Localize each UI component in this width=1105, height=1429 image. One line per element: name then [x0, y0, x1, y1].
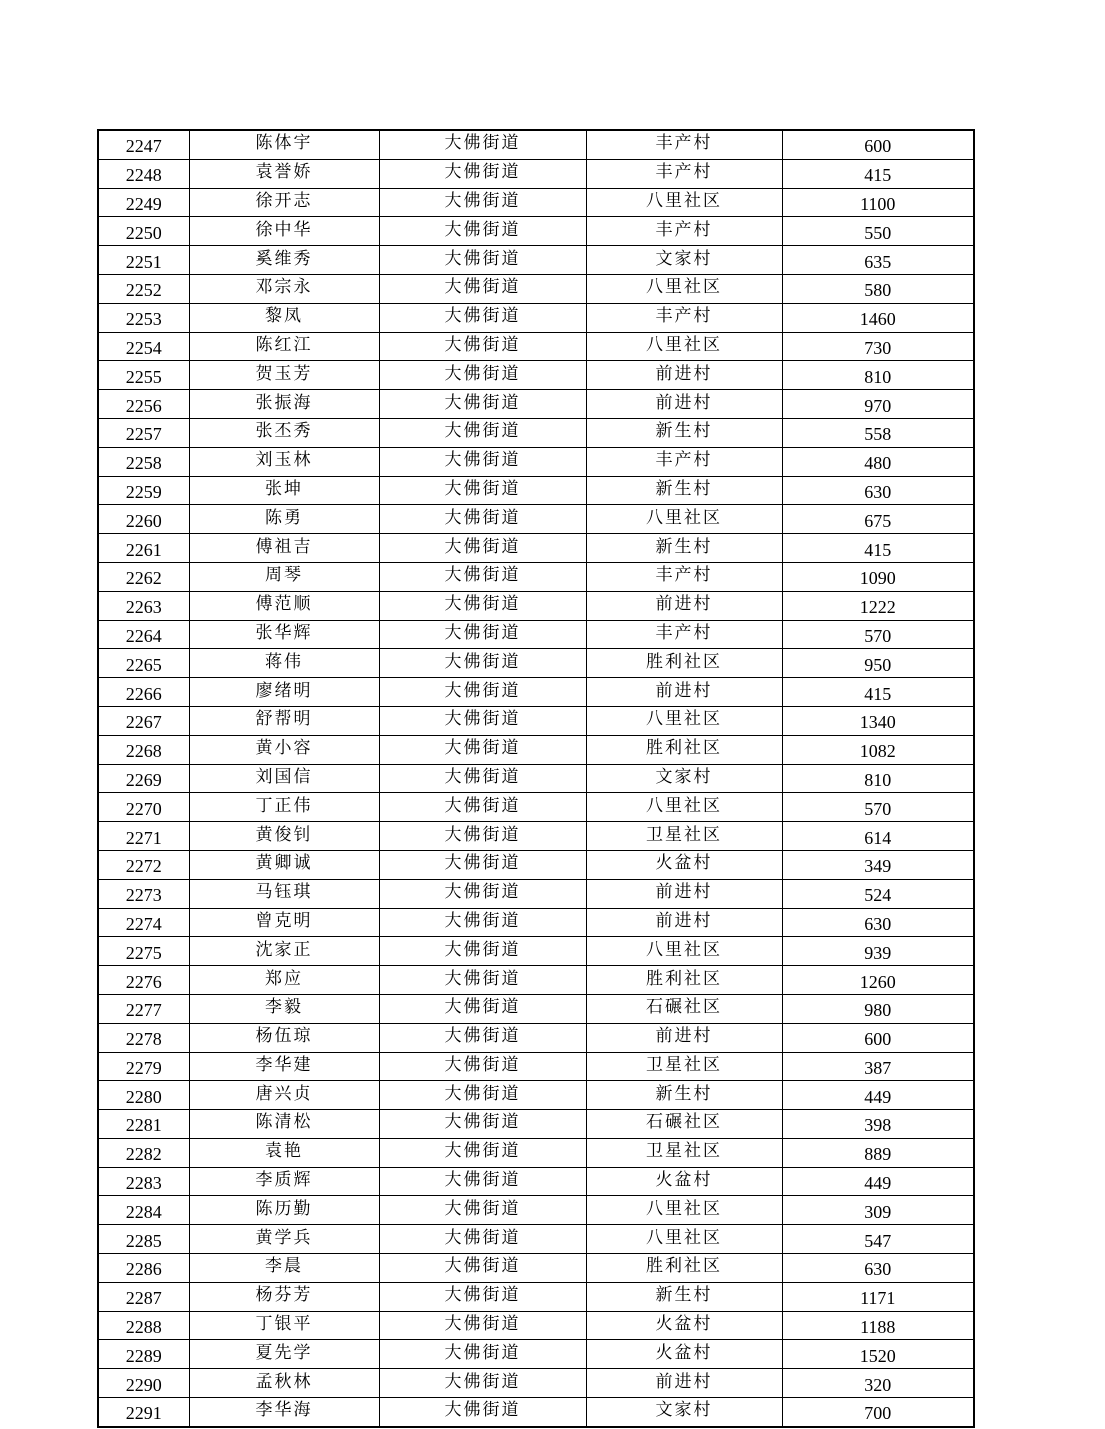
community-cell: 八里社区	[586, 706, 782, 735]
street-cell: 大佛街道	[379, 390, 586, 419]
community-cell: 八里社区	[586, 937, 782, 966]
table-row	[98, 1311, 974, 1340]
table-row	[98, 1196, 974, 1225]
street-cell: 大佛街道	[379, 764, 586, 793]
table-row	[98, 447, 974, 476]
name-cell: 李质辉	[189, 1167, 379, 1196]
row-number-cell: 2283	[98, 1167, 189, 1196]
name-cell: 邓宗永	[189, 274, 379, 303]
row-number-cell: 2285	[98, 1225, 189, 1254]
name-cell: 陈红江	[189, 332, 379, 361]
table-row	[98, 418, 974, 447]
name-cell: 周琴	[189, 562, 379, 591]
row-number-cell: 2259	[98, 476, 189, 505]
name-cell: 马钰琪	[189, 879, 379, 908]
table-row	[98, 735, 974, 764]
street-cell: 大佛街道	[379, 1225, 586, 1254]
name-cell: 傅范顺	[189, 591, 379, 620]
amount-cell: 570	[782, 793, 974, 822]
street-cell: 大佛街道	[379, 246, 586, 275]
amount-cell: 675	[782, 505, 974, 534]
name-cell: 杨芬芳	[189, 1282, 379, 1311]
amount-cell: 1100	[782, 188, 974, 217]
amount-cell: 630	[782, 1254, 974, 1283]
amount-cell: 810	[782, 361, 974, 390]
table-row	[98, 246, 974, 275]
amount-cell: 415	[782, 159, 974, 188]
community-cell: 八里社区	[586, 188, 782, 217]
name-cell: 张坤	[189, 476, 379, 505]
table-row	[98, 1023, 974, 1052]
street-cell: 大佛街道	[379, 274, 586, 303]
table-row	[98, 1138, 974, 1167]
amount-cell: 630	[782, 908, 974, 937]
street-cell: 大佛街道	[379, 505, 586, 534]
amount-cell: 1188	[782, 1311, 974, 1340]
name-cell: 曾克明	[189, 908, 379, 937]
name-cell: 李毅	[189, 994, 379, 1023]
row-number-cell: 2267	[98, 706, 189, 735]
table-row	[98, 1167, 974, 1196]
row-number-cell: 2263	[98, 591, 189, 620]
community-cell: 丰产村	[586, 620, 782, 649]
amount-cell: 950	[782, 649, 974, 678]
street-cell: 大佛街道	[379, 1110, 586, 1139]
name-cell: 刘玉林	[189, 447, 379, 476]
community-cell: 八里社区	[586, 505, 782, 534]
street-cell: 大佛街道	[379, 1398, 586, 1427]
community-cell: 前进村	[586, 1369, 782, 1398]
name-cell: 陈历勤	[189, 1196, 379, 1225]
table-row	[98, 361, 974, 390]
street-cell: 大佛街道	[379, 130, 586, 159]
community-cell: 卫星社区	[586, 1052, 782, 1081]
data-table	[97, 129, 975, 1428]
community-cell: 前进村	[586, 361, 782, 390]
community-cell: 胜利社区	[586, 966, 782, 995]
name-cell: 郑应	[189, 966, 379, 995]
community-cell: 八里社区	[586, 1225, 782, 1254]
amount-cell: 524	[782, 879, 974, 908]
name-cell: 丁正伟	[189, 793, 379, 822]
row-number-cell: 2276	[98, 966, 189, 995]
table-row	[98, 764, 974, 793]
community-cell: 火盆村	[586, 1311, 782, 1340]
amount-cell: 1260	[782, 966, 974, 995]
amount-cell: 970	[782, 390, 974, 419]
community-cell: 文家村	[586, 1398, 782, 1427]
community-cell: 文家村	[586, 246, 782, 275]
table-row	[98, 850, 974, 879]
row-number-cell: 2252	[98, 274, 189, 303]
street-cell: 大佛街道	[379, 1340, 586, 1369]
street-cell: 大佛街道	[379, 1081, 586, 1110]
table-row	[98, 332, 974, 361]
row-number-cell: 2284	[98, 1196, 189, 1225]
name-cell: 丁银平	[189, 1311, 379, 1340]
amount-cell: 939	[782, 937, 974, 966]
row-number-cell: 2251	[98, 246, 189, 275]
row-number-cell: 2250	[98, 217, 189, 246]
street-cell: 大佛街道	[379, 822, 586, 851]
amount-cell: 614	[782, 822, 974, 851]
row-number-cell: 2248	[98, 159, 189, 188]
community-cell: 新生村	[586, 418, 782, 447]
row-number-cell: 2290	[98, 1369, 189, 1398]
row-number-cell: 2256	[98, 390, 189, 419]
community-cell: 前进村	[586, 678, 782, 707]
name-cell: 张丕秀	[189, 418, 379, 447]
row-number-cell: 2272	[98, 850, 189, 879]
name-cell: 杨伍琼	[189, 1023, 379, 1052]
table-row	[98, 1225, 974, 1254]
table-row	[98, 1369, 974, 1398]
amount-cell: 580	[782, 274, 974, 303]
street-cell: 大佛街道	[379, 678, 586, 707]
name-cell: 李华建	[189, 1052, 379, 1081]
name-cell: 廖绪明	[189, 678, 379, 707]
row-number-cell: 2278	[98, 1023, 189, 1052]
community-cell: 八里社区	[586, 793, 782, 822]
name-cell: 夏先学	[189, 1340, 379, 1369]
street-cell: 大佛街道	[379, 620, 586, 649]
name-cell: 张华辉	[189, 620, 379, 649]
amount-cell: 558	[782, 418, 974, 447]
street-cell: 大佛街道	[379, 1138, 586, 1167]
row-number-cell: 2274	[98, 908, 189, 937]
community-cell: 八里社区	[586, 332, 782, 361]
street-cell: 大佛街道	[379, 418, 586, 447]
street-cell: 大佛街道	[379, 562, 586, 591]
amount-cell: 320	[782, 1369, 974, 1398]
name-cell: 李晨	[189, 1254, 379, 1283]
street-cell: 大佛街道	[379, 793, 586, 822]
table-row	[98, 966, 974, 995]
table-row	[98, 994, 974, 1023]
amount-cell: 700	[782, 1398, 974, 1427]
amount-cell: 630	[782, 476, 974, 505]
table-row	[98, 649, 974, 678]
table-row	[98, 1081, 974, 1110]
row-number-cell: 2289	[98, 1340, 189, 1369]
table-row	[98, 476, 974, 505]
street-cell: 大佛街道	[379, 908, 586, 937]
amount-cell: 1460	[782, 303, 974, 332]
table-row	[98, 1254, 974, 1283]
community-cell: 卫星社区	[586, 1138, 782, 1167]
row-number-cell: 2270	[98, 793, 189, 822]
street-cell: 大佛街道	[379, 649, 586, 678]
table-row	[98, 217, 974, 246]
table-row	[98, 678, 974, 707]
street-cell: 大佛街道	[379, 447, 586, 476]
name-cell: 袁誉娇	[189, 159, 379, 188]
street-cell: 大佛街道	[379, 994, 586, 1023]
row-number-cell: 2268	[98, 735, 189, 764]
street-cell: 大佛街道	[379, 476, 586, 505]
name-cell: 蒋伟	[189, 649, 379, 678]
table-row	[98, 1340, 974, 1369]
table-row	[98, 620, 974, 649]
amount-cell: 1171	[782, 1282, 974, 1311]
row-number-cell: 2254	[98, 332, 189, 361]
amount-cell: 449	[782, 1081, 974, 1110]
name-cell: 徐开志	[189, 188, 379, 217]
name-cell: 陈勇	[189, 505, 379, 534]
amount-cell: 1090	[782, 562, 974, 591]
street-cell: 大佛街道	[379, 879, 586, 908]
table-row	[98, 534, 974, 563]
community-cell: 丰产村	[586, 303, 782, 332]
street-cell: 大佛街道	[379, 1023, 586, 1052]
amount-cell: 1340	[782, 706, 974, 735]
street-cell: 大佛街道	[379, 361, 586, 390]
table-row	[98, 505, 974, 534]
amount-cell: 730	[782, 332, 974, 361]
name-cell: 张振海	[189, 390, 379, 419]
street-cell: 大佛街道	[379, 966, 586, 995]
name-cell: 奚维秀	[189, 246, 379, 275]
street-cell: 大佛街道	[379, 1052, 586, 1081]
street-cell: 大佛街道	[379, 1311, 586, 1340]
row-number-cell: 2282	[98, 1138, 189, 1167]
amount-cell: 1082	[782, 735, 974, 764]
table-row	[98, 1398, 974, 1427]
street-cell: 大佛街道	[379, 188, 586, 217]
street-cell: 大佛街道	[379, 1282, 586, 1311]
table-row	[98, 822, 974, 851]
row-number-cell: 2260	[98, 505, 189, 534]
community-cell: 八里社区	[586, 1196, 782, 1225]
amount-cell: 387	[782, 1052, 974, 1081]
community-cell: 新生村	[586, 534, 782, 563]
amount-cell: 635	[782, 246, 974, 275]
community-cell: 火盆村	[586, 850, 782, 879]
street-cell: 大佛街道	[379, 332, 586, 361]
community-cell: 新生村	[586, 1282, 782, 1311]
name-cell: 陈体宇	[189, 130, 379, 159]
row-number-cell: 2262	[98, 562, 189, 591]
table-row	[98, 130, 974, 159]
community-cell: 丰产村	[586, 447, 782, 476]
name-cell: 黄小容	[189, 735, 379, 764]
community-cell: 前进村	[586, 1023, 782, 1052]
street-cell: 大佛街道	[379, 217, 586, 246]
amount-cell: 415	[782, 678, 974, 707]
row-number-cell: 2255	[98, 361, 189, 390]
table-row	[98, 706, 974, 735]
street-cell: 大佛街道	[379, 591, 586, 620]
amount-cell: 1520	[782, 1340, 974, 1369]
table-row	[98, 390, 974, 419]
amount-cell: 1222	[782, 591, 974, 620]
row-number-cell: 2275	[98, 937, 189, 966]
community-cell: 胜利社区	[586, 735, 782, 764]
row-number-cell: 2287	[98, 1282, 189, 1311]
name-cell: 陈清松	[189, 1110, 379, 1139]
table-row	[98, 274, 974, 303]
table-row	[98, 159, 974, 188]
row-number-cell: 2264	[98, 620, 189, 649]
name-cell: 贺玉芳	[189, 361, 379, 390]
table-row	[98, 908, 974, 937]
row-number-cell: 2265	[98, 649, 189, 678]
table-body	[98, 130, 974, 1427]
name-cell: 袁艳	[189, 1138, 379, 1167]
name-cell: 黎凤	[189, 303, 379, 332]
amount-cell: 810	[782, 764, 974, 793]
table-row	[98, 188, 974, 217]
name-cell: 舒帮明	[189, 706, 379, 735]
community-cell: 丰产村	[586, 130, 782, 159]
community-cell: 新生村	[586, 476, 782, 505]
table-row	[98, 879, 974, 908]
name-cell: 黄俊钊	[189, 822, 379, 851]
street-cell: 大佛街道	[379, 735, 586, 764]
amount-cell: 980	[782, 994, 974, 1023]
street-cell: 大佛街道	[379, 1167, 586, 1196]
street-cell: 大佛街道	[379, 159, 586, 188]
row-number-cell: 2273	[98, 879, 189, 908]
row-number-cell: 2277	[98, 994, 189, 1023]
community-cell: 石碾社区	[586, 1110, 782, 1139]
row-number-cell: 2258	[98, 447, 189, 476]
community-cell: 丰产村	[586, 159, 782, 188]
name-cell: 李华海	[189, 1398, 379, 1427]
name-cell: 孟秋林	[189, 1369, 379, 1398]
row-number-cell: 2280	[98, 1081, 189, 1110]
amount-cell: 480	[782, 447, 974, 476]
row-number-cell: 2266	[98, 678, 189, 707]
row-number-cell: 2271	[98, 822, 189, 851]
name-cell: 徐中华	[189, 217, 379, 246]
row-number-cell: 2261	[98, 534, 189, 563]
community-cell: 前进村	[586, 879, 782, 908]
amount-cell: 309	[782, 1196, 974, 1225]
street-cell: 大佛街道	[379, 1254, 586, 1283]
amount-cell: 449	[782, 1167, 974, 1196]
street-cell: 大佛街道	[379, 1196, 586, 1225]
community-cell: 火盆村	[586, 1340, 782, 1369]
street-cell: 大佛街道	[379, 534, 586, 563]
amount-cell: 547	[782, 1225, 974, 1254]
street-cell: 大佛街道	[379, 850, 586, 879]
community-cell: 八里社区	[586, 274, 782, 303]
table-row	[98, 793, 974, 822]
community-cell: 前进村	[586, 591, 782, 620]
name-cell: 黄卿诚	[189, 850, 379, 879]
community-cell: 文家村	[586, 764, 782, 793]
name-cell: 傅祖吉	[189, 534, 379, 563]
community-cell: 石碾社区	[586, 994, 782, 1023]
amount-cell: 349	[782, 850, 974, 879]
row-number-cell: 2247	[98, 130, 189, 159]
name-cell: 黄学兵	[189, 1225, 379, 1254]
community-cell: 前进村	[586, 908, 782, 937]
street-cell: 大佛街道	[379, 706, 586, 735]
name-cell: 刘国信	[189, 764, 379, 793]
row-number-cell: 2288	[98, 1311, 189, 1340]
table-row	[98, 1110, 974, 1139]
table-row	[98, 937, 974, 966]
street-cell: 大佛街道	[379, 1369, 586, 1398]
amount-cell: 570	[782, 620, 974, 649]
amount-cell: 550	[782, 217, 974, 246]
name-cell: 沈家正	[189, 937, 379, 966]
amount-cell: 600	[782, 1023, 974, 1052]
street-cell: 大佛街道	[379, 937, 586, 966]
table-row	[98, 1052, 974, 1081]
row-number-cell: 2269	[98, 764, 189, 793]
row-number-cell: 2253	[98, 303, 189, 332]
amount-cell: 415	[782, 534, 974, 563]
table-row	[98, 303, 974, 332]
row-number-cell: 2286	[98, 1254, 189, 1283]
community-cell: 火盆村	[586, 1167, 782, 1196]
row-number-cell: 2257	[98, 418, 189, 447]
row-number-cell: 2279	[98, 1052, 189, 1081]
amount-cell: 889	[782, 1138, 974, 1167]
row-number-cell: 2281	[98, 1110, 189, 1139]
table-row	[98, 591, 974, 620]
amount-cell: 600	[782, 130, 974, 159]
amount-cell: 398	[782, 1110, 974, 1139]
community-cell: 胜利社区	[586, 1254, 782, 1283]
table-row	[98, 1282, 974, 1311]
community-cell: 丰产村	[586, 562, 782, 591]
table-row	[98, 562, 974, 591]
community-cell: 前进村	[586, 390, 782, 419]
street-cell: 大佛街道	[379, 303, 586, 332]
community-cell: 丰产村	[586, 217, 782, 246]
row-number-cell: 2291	[98, 1398, 189, 1427]
row-number-cell: 2249	[98, 188, 189, 217]
name-cell: 唐兴贞	[189, 1081, 379, 1110]
community-cell: 胜利社区	[586, 649, 782, 678]
community-cell: 新生村	[586, 1081, 782, 1110]
community-cell: 卫星社区	[586, 822, 782, 851]
